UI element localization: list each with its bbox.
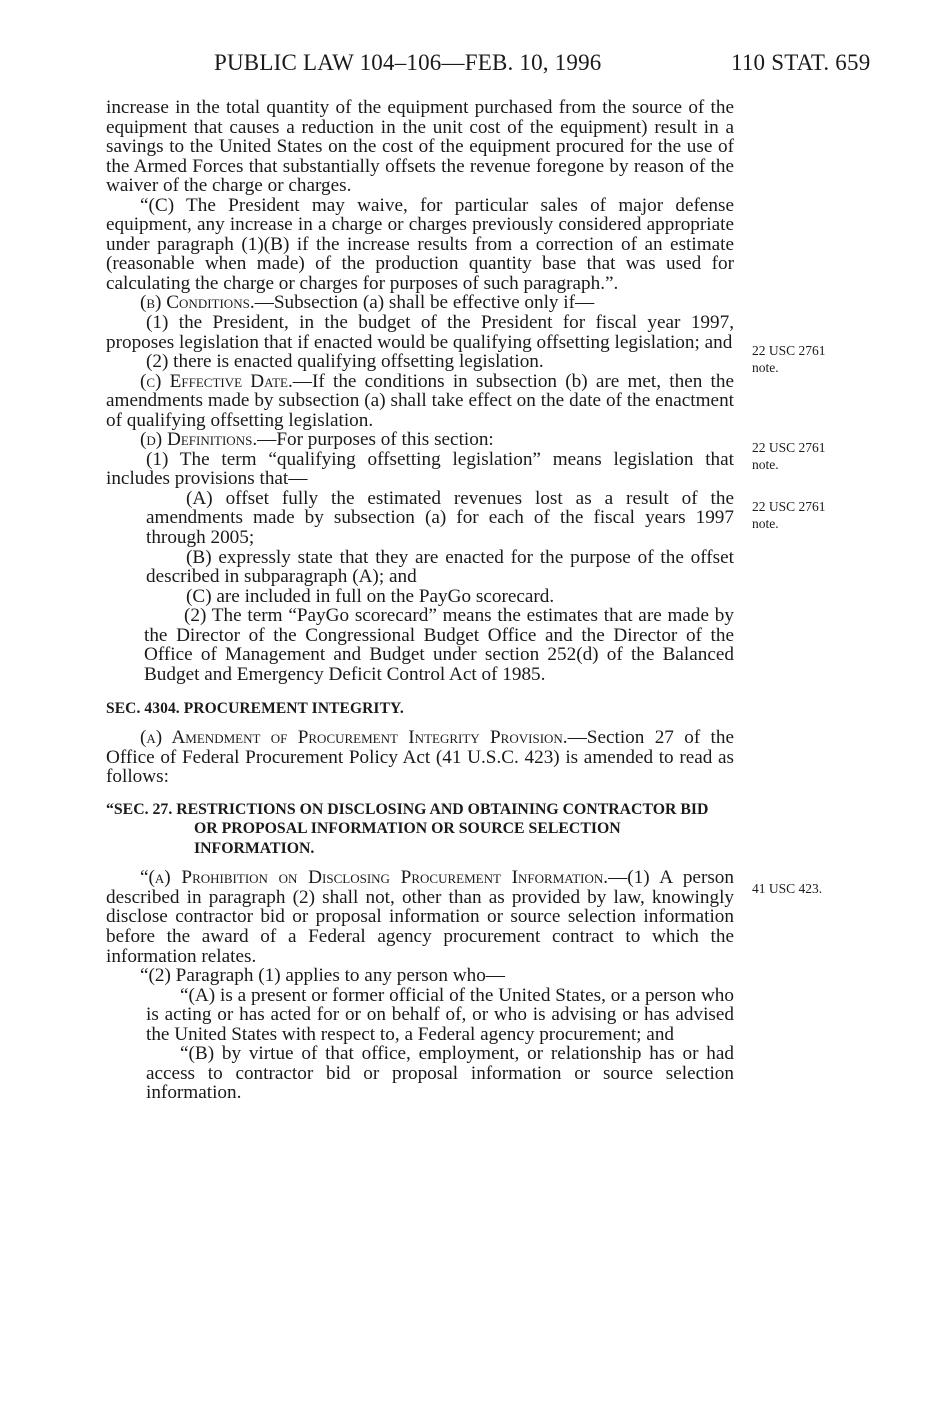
paragraph-definitions-2: (2) The term “PayGo scorecard” means the estimates that are made by the Director of the Congressional Budget Office and the Director of the Office of Management and Budget under section 252(d) of the Balanced Budget and Emergency Deficit Control Act of 1985.: [144, 605, 734, 685]
definitions-heading: (d) Definitions.: [140, 429, 258, 451]
section-4304-heading: SEC. 4304. PROCUREMENT INTEGRITY.: [106, 700, 404, 718]
paragraph-prohibition-2A: “(A) is a present or former official of the United States, or a person who is acting or has acted for or on behalf of, or who is advising or has advised the United States with respect to, a Federal agency procurement; and: [146, 984, 734, 1045]
prohibition-text: —(1) A person described in paragraph (2) shall not, other than as provided by law, knowingly disclose contractor bid or proposal information or source selection information before the award of a Federal agency procurement contract to which the information relates.: [106, 867, 734, 967]
conditions-heading: (b) Conditions.: [140, 292, 255, 314]
paragraph-subsection-c-waiver: “(C) The President may waive, for particular sales of major defense equipment, any increase in a charge or charges previously considered appropriate under paragraph (1)(B) if the increase results from a correction of an estimate (reasonable when made) of the production quantity base that was used for calculating the charge or charges for purposes of such paragraph.”.: [106, 194, 734, 294]
margin-note-suffix: note.: [752, 457, 779, 472]
margin-note-section-27: [752, 880, 862, 897]
paragraph-prohibition-2: “(2) Paragraph (1) applies to any person who—: [140, 965, 505, 987]
paragraph-definitions-1A: (A) offset fully the estimated revenues lost as a result of the amendments made by subsection (a) for each of the fiscal years 1997 through 2005;: [146, 487, 734, 549]
paragraph-definitions-1: [66, 450, 734, 489]
paragraph-prohibition-2B: “(B) by virtue of that office, employment, or relationship has or had access to contractor bid or proposal information or source selection information.: [146, 1043, 734, 1104]
margin-note-suffix: note.: [752, 516, 779, 531]
paragraph-conditions-2: (2) there is enacted qualifying offsetting legislation.: [146, 351, 544, 373]
margin-note-citation: 41 USC 423.: [752, 881, 823, 896]
paragraph-continuation: increase in the total quantity of the equipment purchased from the source of the equipment that causes a reduction in the unit cost of the equipment) result in a savings to the United States on the cost of the equipment procured for the use of the Armed Forces that substantially offsets the revenue foregone by reason of the waiver of the charge or charges.: [106, 97, 734, 197]
paragraph-prohibition: [106, 868, 734, 966]
margin-note-conditions: [752, 342, 862, 376]
procurement-amendment-heading: (a) Amendment of Procurement Integrity Provision.: [140, 726, 568, 748]
paragraph-definitions-1B: (B) expressly state that they are enacted for the purpose of the offset described in subparagraph (A); and: [146, 546, 734, 588]
effective-date-text: —If the conditions in subsection (b) are met, then the amendments made by subsection (a) shall take effect on the date of the enactment of qualifying offsetting legislation.: [106, 370, 735, 431]
page-header-title: PUBLIC LAW 104–106—FEB. 10, 1996: [214, 50, 602, 75]
margin-note-definitions: [752, 498, 862, 532]
definitions-1-text: (1) The term “qualifying offsetting legislation” means legislation that includes provisions that—: [106, 448, 734, 490]
definitions-text: —For purposes of this section:: [257, 429, 494, 451]
conditions-1-text: (1) the President, in the budget of the President for fiscal year 1997, proposes legislation that if enacted would be qualifying offsetting legislation; and: [106, 312, 734, 353]
paragraph-definitions-1C: (C) are included in full on the PayGo scorecard.: [186, 585, 555, 607]
effective-date-heading: (c) Effective Date.: [140, 370, 293, 392]
procurement-amendment-text: —Section 27 of the Office of Federal Procurement Policy Act (41 U.S.C. 423) is amended to read as follows:: [106, 726, 734, 788]
paragraph-procurement-amendment: [106, 728, 734, 787]
document-body: [106, 98, 734, 1103]
paragraph-conditions: [106, 293, 734, 313]
page-header-stat: 110 STAT. 659: [731, 50, 871, 75]
conditions-text: —Subsection (a) shall be effective only if—: [254, 292, 595, 314]
section-27-heading: “SEC. 27. RESTRICTIONS ON DISCLOSING AND OBTAINING CONTRACTOR BID OR PROPOSAL INFORMATION OR SOURCE SELECTION INFORMATION.: [106, 800, 709, 857]
margin-note-citation: 22 USC 2761: [752, 343, 826, 358]
margin-note-citation: 22 USC 2761: [752, 499, 826, 514]
paragraph-conditions-1: [106, 313, 734, 352]
margin-note-suffix: note.: [752, 360, 779, 375]
paragraph-definitions: [106, 430, 734, 450]
paragraph-effective-date: [106, 372, 734, 431]
margin-note-effective-date: [752, 439, 862, 473]
prohibition-heading: “(a) Prohibition on Disclosing Procurement Information.: [140, 867, 609, 889]
margin-note-citation: 22 USC 2761: [752, 440, 826, 455]
